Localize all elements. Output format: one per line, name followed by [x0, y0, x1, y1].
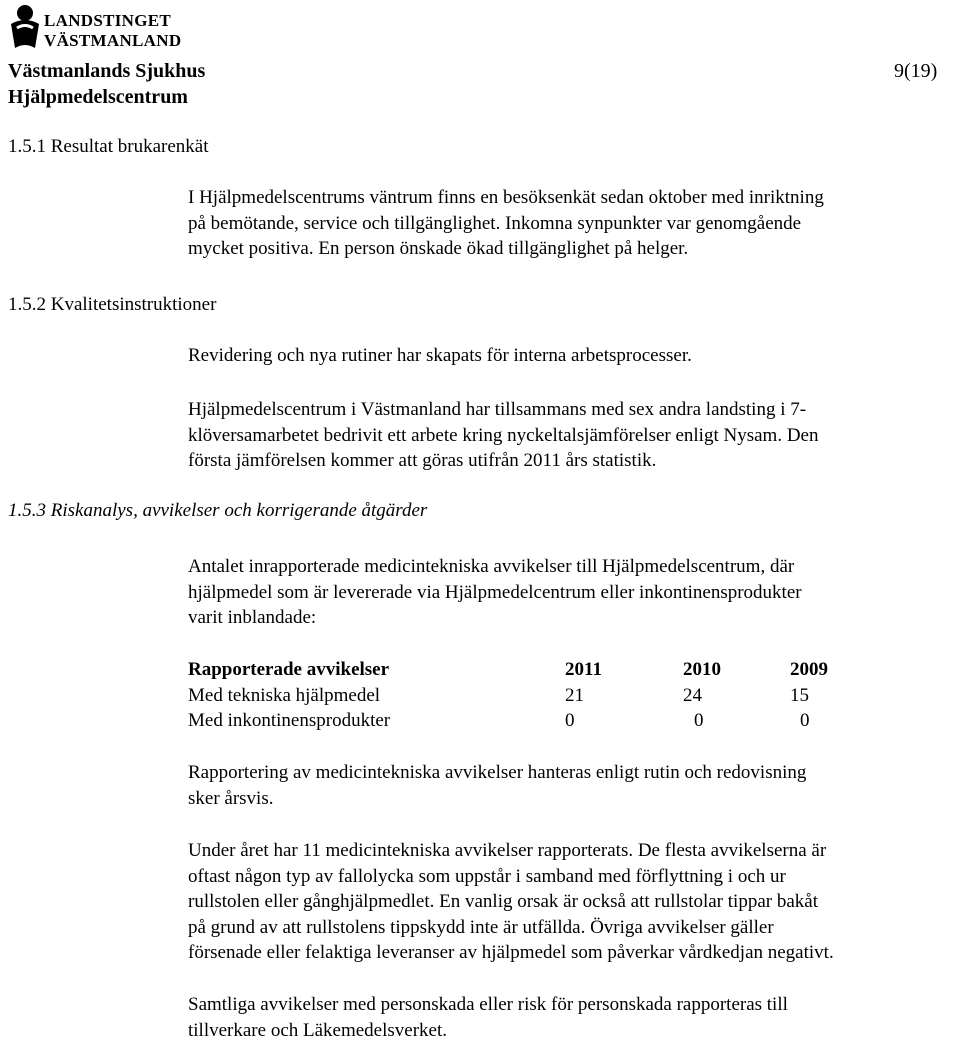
- table-cell-label: Med inkontinensprodukter: [188, 710, 391, 731]
- text-line: Samtliga avvikelser med personskada eller risk för personskada rapporteras till: [188, 994, 788, 1015]
- table-cell-2009: 0: [800, 710, 810, 731]
- dept-name: Hjälpmedelscentrum: [8, 86, 188, 108]
- text-line: I Hjälpmedelscentrums väntrum finns en besöksenkät sedan oktober med inriktning: [188, 187, 824, 208]
- text-line: mycket positiva. En person önskade ökad tillgänglighet på helger.: [188, 238, 689, 259]
- text-line: Rapportering av medicintekniska avvikelser hanteras enligt rutin och redovisning: [188, 762, 807, 783]
- section-heading-1-5-1: 1.5.1 Resultat brukarenkät: [8, 136, 209, 157]
- table-cell-2009: 15: [790, 684, 809, 706]
- table-header-2010: 2010: [683, 659, 721, 680]
- logo-emblem-icon: [8, 4, 42, 50]
- text-line: oftast någon typ av fallolycka som uppstår i samband med förflyttning i och ur: [188, 865, 786, 887]
- table-cell-2011: 0: [565, 710, 575, 731]
- text-line: tillverkare och Läkemedelsverket.: [188, 1019, 448, 1041]
- text-line: Under året har 11 medicintekniska avvikelser rapporterats. De flesta avvikelserna är: [188, 840, 827, 861]
- paragraph-avvikelser-intro: [188, 554, 802, 631]
- table-cell-2010: 0: [694, 710, 704, 731]
- table-cell-2011: 21: [565, 684, 584, 706]
- table-cell-label: Med tekniska hjälpmedel: [188, 684, 381, 706]
- table-header-2011: 2011: [565, 659, 602, 680]
- text-line: första jämförelsen kommer att göras utifrån 2011 års statistik.: [188, 450, 657, 471]
- text-line: på bemötande, service och tillgänglighet. Inkomna synpunkter var genomgående: [188, 212, 802, 234]
- landstinget-logo: [8, 4, 188, 54]
- table-header-2009: 2009: [790, 659, 828, 680]
- org-name: Västmanlands Sjukhus: [8, 60, 206, 82]
- page-number: 9(19): [894, 60, 938, 82]
- section-heading-1-5-3: 1.5.3 Riskanalys, avvikelser och korrigerande åtgärder: [8, 500, 428, 521]
- text-line: varit inblandade:: [188, 607, 317, 628]
- text-line: hjälpmedel som är levererade via Hjälpmedelcentrum eller inkontinensprodukter: [188, 581, 802, 603]
- paragraph-nyckeltal: [188, 397, 818, 474]
- text-line: Antalet inrapporterade medicintekniska avvikelser till Hjälpmedelscentrum, där: [188, 556, 795, 577]
- text-line: sker årsvis.: [188, 787, 274, 809]
- text-line: på grund av att rullstolens tippskydd inte är utfällda. Övriga avvikelser gäller: [188, 916, 774, 938]
- paragraph-samtliga: [188, 992, 788, 1043]
- section-heading-1-5-2: 1.5.2 Kvalitetsinstruktioner: [8, 294, 217, 315]
- text-line: rullstolen eller gånghjälpmedlet. En vanlig orsak är också att rullstolar tippar bakåt: [188, 891, 818, 912]
- text-line: försenade eller felaktiga leveranser av hjälpmedel som påverkar vårdkedjan negativt.: [188, 942, 834, 963]
- table-header-label: Rapporterade avvikelser: [188, 659, 390, 680]
- paragraph-brukarenkat: [188, 185, 824, 262]
- table-cell-2010: 24: [683, 684, 702, 706]
- logo-line-2: VÄSTMANLAND: [44, 31, 182, 50]
- text-line: klöversamarbetet bedrivit ett arbete kring nyckeltalsjämförelser enligt Nysam. Den: [188, 424, 819, 446]
- logo-line-1: LANDSTINGET: [44, 11, 172, 30]
- text-line: Hjälpmedelscentrum i Västmanland har tillsammans med sex andra landsting i 7-: [188, 399, 807, 420]
- paragraph-revidering: Revidering och nya rutiner har skapats för interna arbetsprocesser.: [188, 345, 692, 366]
- paragraph-under-aret: [188, 838, 834, 966]
- paragraph-rapportering: [188, 760, 806, 811]
